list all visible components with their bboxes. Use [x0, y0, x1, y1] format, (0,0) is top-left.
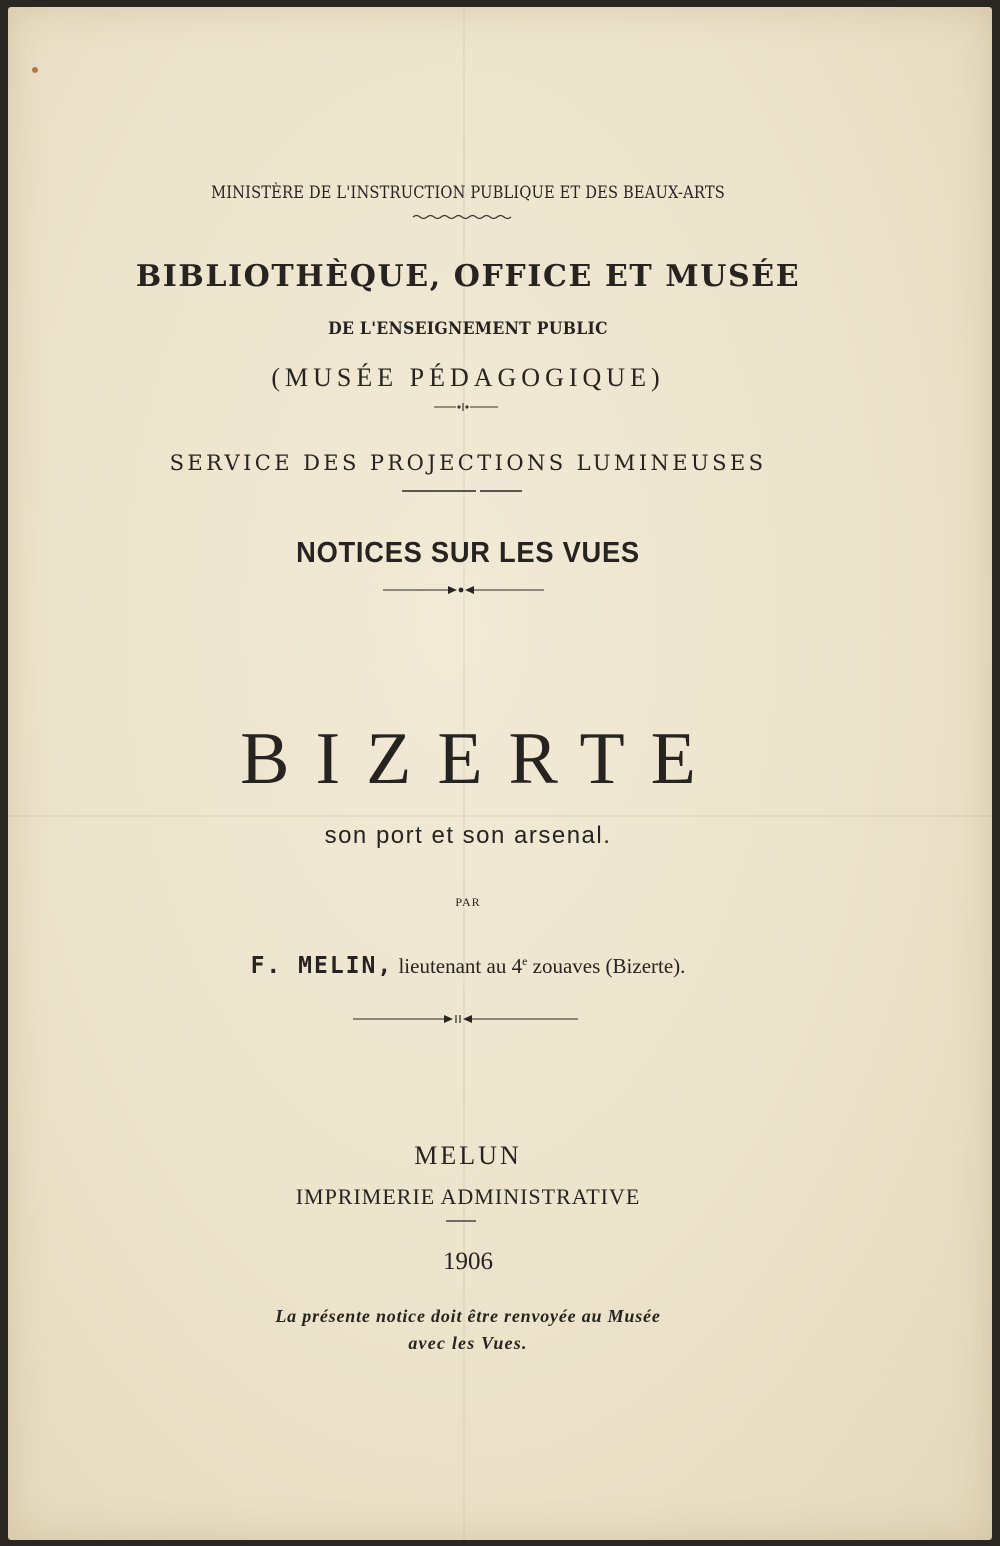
return-notice-line-1: La présente notice doit être renvoyée au Musée [275, 1306, 661, 1326]
document-title: BIZERTE [240, 718, 722, 800]
title-page [8, 7, 992, 1540]
imprint-year: 1906 [443, 1248, 493, 1275]
series-heading: NOTICES SUR LES VUES [296, 537, 640, 569]
short-rule [8, 7, 992, 1232]
institution-subheading: DE L'ENSEIGNEMENT PUBLIC [328, 319, 608, 339]
museum-name: (MUSÉE PÉDAGOGIQUE) [271, 363, 665, 392]
author-name: F. MELIN, [250, 953, 394, 979]
document-subtitle: son port et son arsenal. [324, 822, 612, 849]
institution-heading: BIBLIOTHÈQUE, OFFICE ET MUSÉE [135, 259, 801, 294]
service-heading: SERVICE DES PROJECTIONS LUMINEUSES [169, 451, 767, 475]
ministry-heading: MINISTÈRE DE L'INSTRUCTION PUBLIQUE ET DES BEAUX-ARTS [211, 183, 725, 203]
imprint-city: MELUN [414, 1141, 522, 1170]
author-rank: lieutenant au 4e zouaves (Bizerte). [398, 954, 686, 978]
imprint-printer: IMPRIMERIE ADMINISTRATIVE [295, 1184, 641, 1209]
return-notice-line-2: avec les Vues. [408, 1333, 528, 1353]
by-label: PAR [455, 895, 481, 909]
